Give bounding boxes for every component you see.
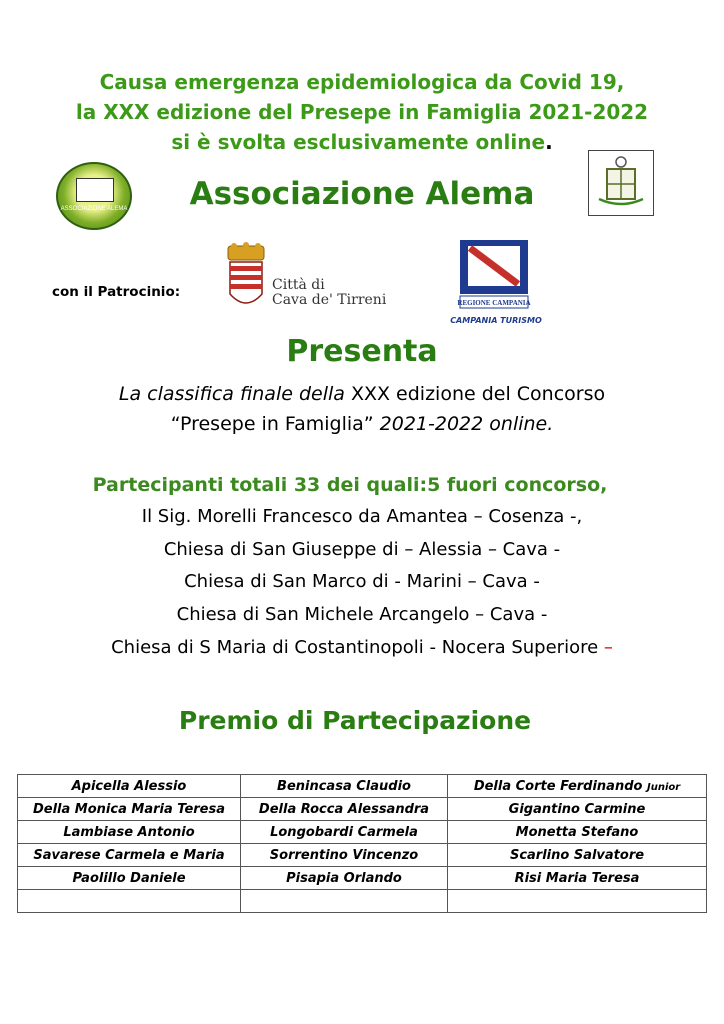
- table-cell: Benincasa Claudio: [241, 775, 448, 798]
- table-cell: Paolillo Daniele: [18, 867, 241, 890]
- table-cell: Sorrentino Vincenzo: [241, 844, 448, 867]
- participant-line: Chiesa di San Giuseppe di – Alessia – Cava -: [163, 539, 561, 560]
- cava-line-2: Cava de' Tirreni: [272, 292, 387, 308]
- table-row: [18, 890, 707, 913]
- participant-line: Il Sig. Morelli Francesco da Amantea – Cosenza -,: [141, 506, 583, 527]
- table-cell: Apicella Alessio: [18, 775, 241, 798]
- participant-line-text: Chiesa di S Maria di Costantinopoli - Nocera Superiore: [111, 637, 604, 658]
- table-cell: Longobardi Carmela: [241, 821, 448, 844]
- table-cell: Savarese Carmela e Maria: [18, 844, 241, 867]
- description-line-2: [0, 413, 724, 435]
- table-cell: Scarlino Salvatore: [448, 844, 707, 867]
- table-cell: Risi Maria Teresa: [448, 867, 707, 890]
- patronage-label: con il Patrocinio:: [52, 284, 181, 300]
- presenta-heading: Presenta: [286, 334, 438, 369]
- description-line-1-text: XXX edizione del Concorso: [350, 383, 606, 405]
- table-cell: Pisapia Orlando: [241, 867, 448, 890]
- table-row: [18, 844, 707, 867]
- campania-label: REGIONE CAMPANIA: [457, 299, 531, 307]
- table-row: [18, 775, 707, 798]
- description-line-2-italic: 2021-2022 online.: [379, 413, 554, 435]
- table-cell: [448, 775, 707, 798]
- participant-line: Chiesa di San Marco di - Marini – Cava -: [184, 571, 540, 592]
- table-cell: Lambiase Antonio: [18, 821, 241, 844]
- table-row: [18, 867, 707, 890]
- participant-line: Chiesa di San Michele Arcangelo – Cava -: [176, 604, 548, 625]
- table-cell: [241, 890, 448, 913]
- alema-logo-caption: ASSOCIAZIONE ALEMA: [60, 206, 128, 212]
- table-cell: Gigantino Carmine: [448, 798, 707, 821]
- junior-suffix: Junior: [646, 781, 681, 793]
- header-line-3-period: .: [545, 130, 553, 154]
- description-line-1: [0, 383, 724, 405]
- table-cell: Della Monica Maria Teresa: [18, 798, 241, 821]
- cava-line-1: Città di: [272, 277, 325, 293]
- participant-line: [0, 637, 724, 658]
- table-row: [18, 798, 707, 821]
- header-line-1: Causa emergenza epidemiologica da Covid 19,: [99, 70, 625, 94]
- award-table: [17, 774, 707, 913]
- red-dash: –: [603, 637, 613, 658]
- association-title: Associazione Alema: [189, 176, 535, 212]
- header-line-2: la XXX edizione del Presepe in Famiglia 2021-2022: [75, 100, 649, 124]
- table-cell: Monetta Stefano: [448, 821, 707, 844]
- table-cell-text: Della Corte Ferdinando: [473, 778, 647, 794]
- participants-heading: Partecipanti totali 33 dei quali:5 fuori concorso,: [92, 474, 608, 496]
- cava-shield-icon: [224, 242, 268, 314]
- campania-logo: [456, 238, 532, 314]
- description-line-2-text: “Presepe in Famiglia”: [170, 413, 380, 435]
- description-line-1-italic: La classifica finale della: [118, 383, 351, 405]
- award-title: Premio di Partecipazione: [178, 706, 532, 735]
- header-line-3-text: si è svolta esclusivamente online: [171, 130, 546, 154]
- table-cell: [448, 890, 707, 913]
- campania-caption: CAMPANIA TURISMO: [450, 316, 542, 325]
- cava-text: [272, 278, 386, 308]
- table-cell: Della Rocca Alessandra: [241, 798, 448, 821]
- table-cell: [18, 890, 241, 913]
- table-row: [18, 821, 707, 844]
